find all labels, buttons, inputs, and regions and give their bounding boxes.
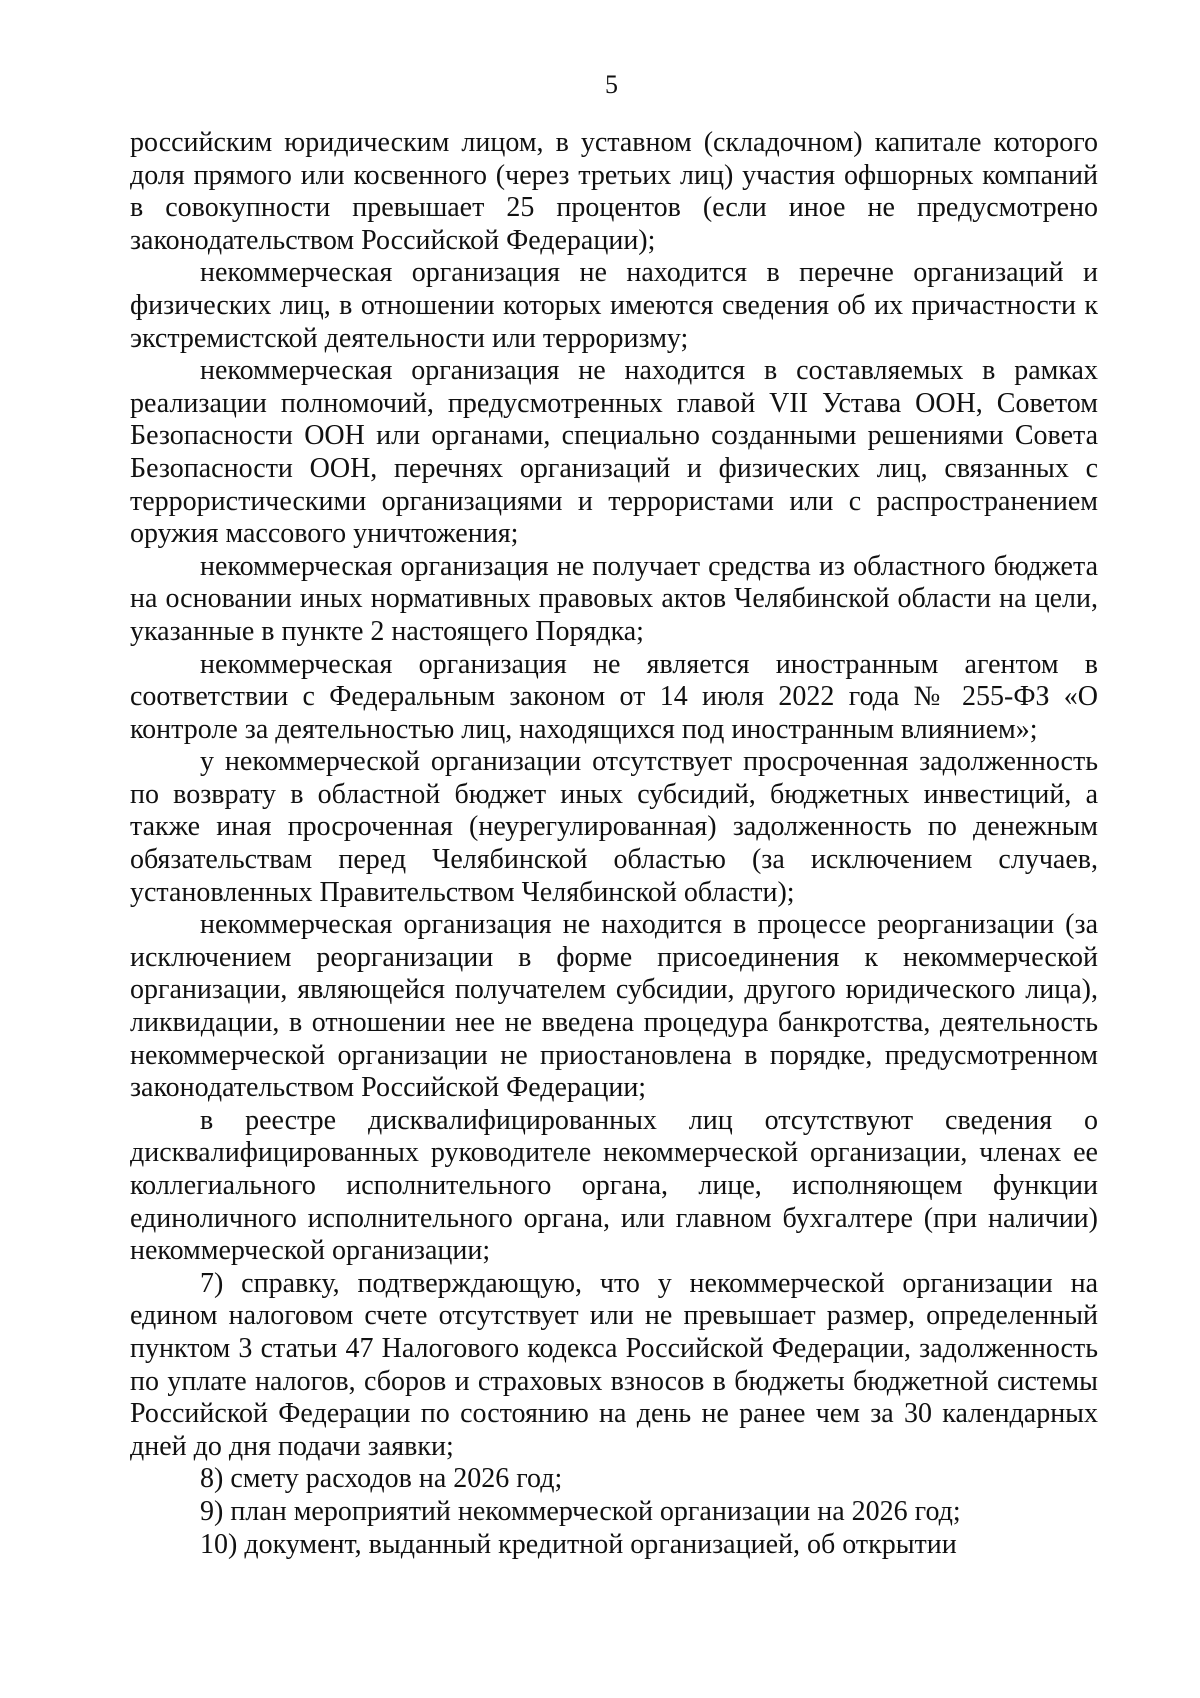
paragraph-no-other-regional-funds: некоммерческая организация не получает средства из областного бюджета на основании иных нормативных правовых актов Челябинской области на цели, указанные в пункте 2 настоящего Порядка; [130,550,1098,647]
paragraph-extremism-list: некоммерческая организация не находится в перечне организаций и физических лиц, в отношении которых имеются сведения об их причастности к экстремистской деятельности или терроризму; [130,257,1098,354]
page-number: 5 [605,70,618,99]
paragraph-offshore-share: российским юридическим лицом, в уставном (складочном) капитале которого доля прямого или косвенного (через третьих лиц) участия офшорных компаний в совокупности превышает 25 процентов (если иное не предусмотрено законодательством Российской Федерации); [130,127,1098,256]
list-item-10-bank-document: 10) документ, выданный кредитной организацией, об открытии [200,1528,957,1560]
document-body [130,127,1098,1561]
list-item-7-tax-certificate: 7) справку, подтверждающую, что у некоммерческой организации на едином налоговом счете отсутствует или не превышает размер, определенный пунктом 3 статьи 47 Налогового кодекса Российской Федерации, задолженность по уплате налогов, сборов и страховых взносов в бюджеты бюджетной системы Российской Федерации по состоянию на день не ранее чем за 30 календарных дней до дня подачи заявки; [130,1267,1098,1462]
list-item-9-event-plan: 9) план мероприятий некоммерческой организации на 2026 год; [200,1495,961,1527]
paragraph-no-reorganization: некоммерческая организация не находится в процессе реорганизации (за исключением реорганизации в форме присоединения к некоммерческой организации, являющейся получателем субсидии, другого юридического лица), ликвидации, в отношении нее не введена процедура банкротства, деятельность некоммерческой организации не приостановлена в порядке, предусмотренном законодательством Российской Федерации; [130,909,1098,1104]
paragraph-not-foreign-agent: некоммерческая организация не является иностранным агентом в соответствии с Федеральным законом от 14 июля 2022 года № 255-ФЗ «О контроле за деятельностью лиц, находящихся под иностранным влиянием»; [130,648,1098,745]
paragraph-no-overdue-debt: у некоммерческой организации отсутствует просроченная задолженность по возврату в областной бюджет иных субсидий, бюджетных инвестиций, а также иная просроченная (неурегулированная) задолженность по денежным обязательствам перед Челябинской областью (за исключением случаев, установленных Правительством Челябинской области); [130,746,1098,908]
list-item-8-cost-estimate: 8) смету расходов на 2026 год; [200,1463,563,1495]
paragraph-disqualified-persons-registry: в реестре дисквалифицированных лиц отсутствуют сведения о дисквалифицированных руководителе некоммерческой организации, членах ее коллегиального исполнительного органа, лице, исполняющем функции единоличного исполнительного органа, или главном бухгалтере (при наличии) некоммерческой организации; [130,1104,1098,1267]
paragraph-un-security-council-lists: некоммерческая организация не находится в составляемых в рамках реализации полномочий, предусмотренных главой VII Устава ООН, Советом Безопасности ООН или органами, специально созданными решениями Совета Безопасности ООН, перечнях организаций и физических лиц, связанных с террористическими организациями и террористами или с распространением оружия массового уничтожения; [130,355,1098,550]
